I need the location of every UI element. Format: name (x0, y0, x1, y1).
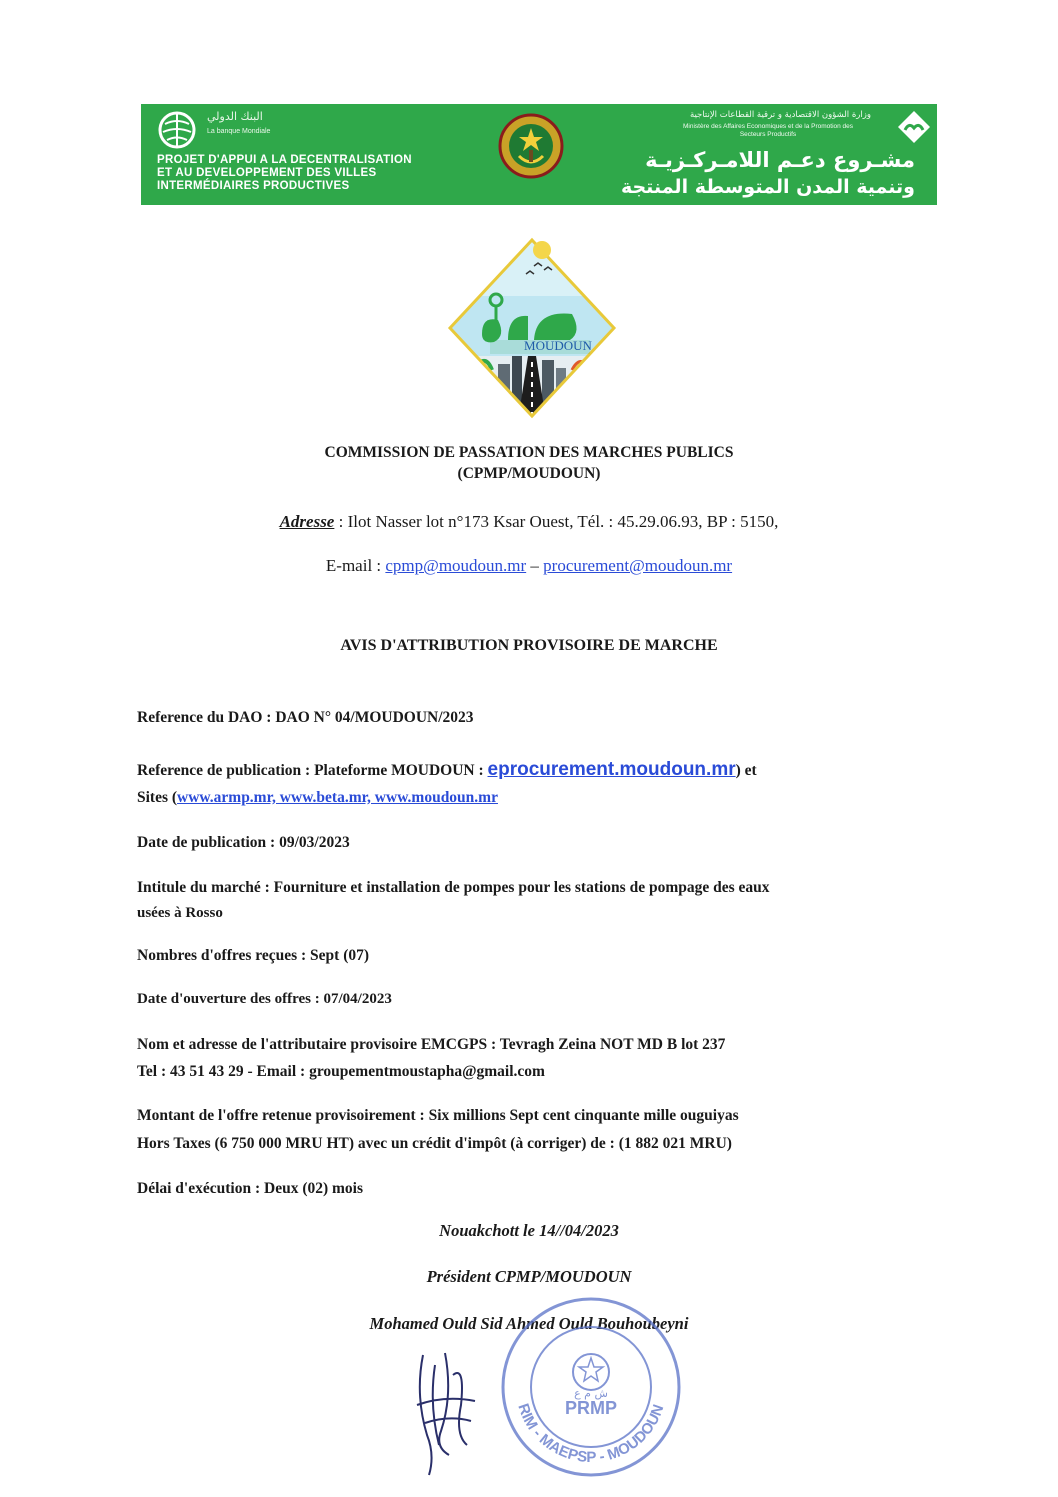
amount-line-2: Hors Taxes (6 750 000 MRU HT) avec un crédit d'impôt (à corriger) de : (1 882 021 MRU) (137, 1135, 732, 1152)
dao-reference: Reference du DAO : DAO N° 04/MOUDOUN/2023 (137, 709, 474, 726)
commission-line-2: (CPMP/MOUDOUN) (457, 465, 601, 482)
address-value: : Ilot Nasser lot n°173 Ksar Ouest, Tél. : 45.29.06.93, BP : 5150, (334, 512, 779, 531)
address-label: Adresse (279, 512, 335, 531)
opening-date: Date d'ouverture des offres : 07/04/2023 (137, 991, 392, 1007)
offers-count: Nombres d'offres reçues : Sept (07) (137, 947, 370, 964)
stamp-arabic-text: ش م ع (574, 1387, 608, 1400)
project-name-arabic-2: وتنمية المدن المتوسطة المنتجة (620, 176, 915, 198)
project-line: ET AU DEVELOPPEMENT DES VILLES (157, 167, 377, 179)
national-emblem-icon (497, 112, 565, 180)
notice-title: AVIS D'ATTRIBUTION PROVISOIRE DE MARCHE (340, 637, 718, 654)
world-bank-french: La banque Mondiale (207, 128, 271, 135)
commission-line-1: COMMISSION DE PASSATION DES MARCHES PUBLICS (324, 444, 734, 461)
publication-reference-prefix: Reference de publication : Plateforme MOUDOUN : (137, 762, 488, 779)
email-label: E-mail : (325, 556, 386, 575)
sites-links[interactable]: www.armp.mr, www.beta.mr, www.moudoun.mr (177, 789, 498, 806)
execution-delay: Délai d'exécution : Deux (02) mois (137, 1180, 364, 1197)
awardee-line-2: Tel : 43 51 43 29 - Email : groupementmoustapha@gmail.com (137, 1063, 545, 1080)
email-separator: – (526, 556, 544, 575)
ministry-arabic: وزارة الشؤون الاقتصادية و ترقية القطاعات الإنتاجية (689, 110, 871, 120)
signatory-role: Président CPMP/MOUDOUN (426, 1267, 632, 1286)
ministry-french: Ministère des Affaires Economiques et de la Promotion des Secteurs Productifs (682, 123, 854, 138)
contract-title (137, 876, 937, 900)
moudoun-logo-icon (446, 236, 618, 420)
stamp-center-text: PRMP (564, 1398, 618, 1418)
publication-reference-suffix: ) et (735, 762, 757, 779)
header-banner (141, 104, 937, 205)
project-line: PROJET D'APPUI A LA DECENTRALISATION (157, 154, 412, 166)
address-line (0, 512, 1058, 532)
email-line (0, 556, 1058, 576)
project-name-french (157, 154, 487, 193)
world-bank-logo-icon (157, 110, 197, 150)
official-stamp-icon (496, 1292, 686, 1482)
contract-title-line-1: Intitule du marché : Fourniture et installation de pompes pour les stations de pompage des eaux (137, 879, 770, 896)
awardee-line-1: Nom et adresse de l'attributaire provisoire EMCGPS : Tevragh Zeina NOT MD B lot 237 (137, 1036, 726, 1053)
project-line: INTERMÉDIAIRES PRODUCTIVES (157, 180, 350, 192)
moudoun-logo-text: MOUDOUN (524, 338, 592, 353)
handwritten-signature-icon (405, 1335, 485, 1485)
publication-date: Date de publication : 09/03/2023 (137, 834, 350, 851)
place-date: Nouakchott le 14//04/2023 (439, 1221, 619, 1240)
sites-prefix: Sites ( (137, 789, 178, 806)
email-link-cpmp[interactable]: cpmp@moudoun.mr (385, 556, 527, 575)
contract-title-line-2: usées à Rosso (137, 905, 223, 921)
moudoun-mini-logo-icon (897, 110, 931, 144)
publication-sites (137, 786, 937, 810)
signatory-name: Mohamed Ould Sid Ahmed Ould Bouhoubeyni (369, 1314, 689, 1333)
world-bank-arabic: البنك الدولي (207, 110, 263, 123)
commission-heading (0, 442, 1058, 484)
stamp-ring-text: RIM - MAEPSP - MOUDOUN (514, 1401, 668, 1467)
amount-line-1: Montant de l'offre retenue provisoirement : Six millions Sept cent cinquante mille ouguiyas (137, 1107, 739, 1124)
publication-reference (137, 758, 937, 783)
email-link-procurement[interactable]: procurement@moudoun.mr (543, 556, 733, 575)
eprocurement-link[interactable]: eprocurement.moudoun.mr (487, 759, 736, 780)
project-name-arabic: مشـروع دعـم اللامـركـزيـة (645, 148, 915, 172)
